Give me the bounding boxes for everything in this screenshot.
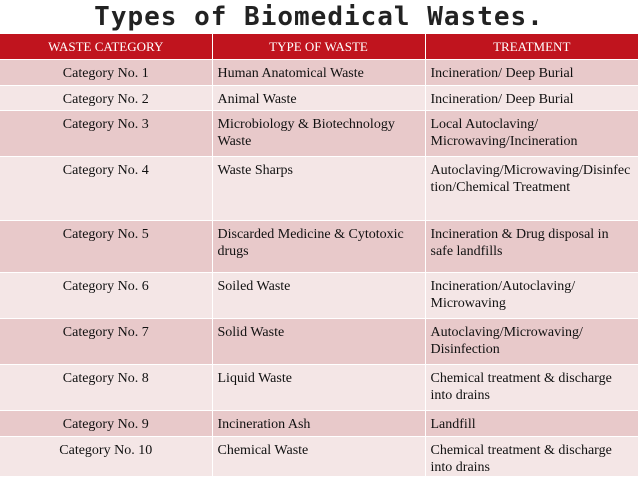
cell-type: Animal Waste [212, 86, 425, 111]
table-row [0, 60, 638, 86]
table-row [0, 111, 638, 157]
cell-treatment: Autoclaving/Microwaving/ Disinfection [425, 319, 638, 365]
cell-category: Category No. 3 [0, 111, 212, 157]
table-row [0, 221, 638, 273]
cell-category: Category No. 4 [0, 157, 212, 221]
table-row [0, 365, 638, 411]
table-row [0, 157, 638, 221]
cell-type: Solid Waste [212, 319, 425, 365]
cell-type: Waste Sharps [212, 157, 425, 221]
cell-type: Soiled Waste [212, 273, 425, 319]
cell-category: Category No. 6 [0, 273, 212, 319]
cell-category: Category No. 5 [0, 221, 212, 273]
table-row [0, 437, 638, 477]
cell-type: Microbiology & Biotechnology Waste [212, 111, 425, 157]
cell-treatment: Chemical treatment & discharge into drains [425, 437, 638, 477]
cell-category: Category No. 10 [0, 437, 212, 477]
table-row [0, 273, 638, 319]
cell-treatment: Autoclaving/Microwaving/Disinfection/Chemical Treatment [425, 157, 638, 221]
cell-type: Incineration Ash [212, 411, 425, 437]
cell-category: Category No. 8 [0, 365, 212, 411]
cell-treatment: Incineration/Autoclaving/ Microwaving [425, 273, 638, 319]
cell-type: Liquid Waste [212, 365, 425, 411]
cell-treatment: Incineration/ Deep Burial [425, 86, 638, 111]
header-waste-category: WASTE CATEGORY [0, 34, 212, 60]
cell-treatment: Local Autoclaving/ Microwaving/Incineration [425, 111, 638, 157]
cell-treatment: Chemical treatment & discharge into drains [425, 365, 638, 411]
waste-table [0, 34, 638, 476]
cell-category: Category No. 9 [0, 411, 212, 437]
table-row [0, 319, 638, 365]
cell-treatment: Incineration & Drug disposal in safe landfills [425, 221, 638, 273]
header-treatment: TREATMENT [425, 34, 638, 60]
cell-type: Discarded Medicine & Cytotoxic drugs [212, 221, 425, 273]
cell-category: Category No. 7 [0, 319, 212, 365]
table-row [0, 411, 638, 437]
cell-category: Category No. 1 [0, 60, 212, 86]
header-type-of-waste: TYPE OF WASTE [212, 34, 425, 60]
slide-title: Types of Biomedical Wastes. [94, 2, 544, 32]
cell-type: Human Anatomical Waste [212, 60, 425, 86]
cell-treatment: Landfill [425, 411, 638, 437]
cell-treatment: Incineration/ Deep Burial [425, 60, 638, 86]
cell-category: Category No. 2 [0, 86, 212, 111]
cell-type: Chemical Waste [212, 437, 425, 477]
table-row [0, 86, 638, 111]
table-header-row [0, 34, 638, 60]
